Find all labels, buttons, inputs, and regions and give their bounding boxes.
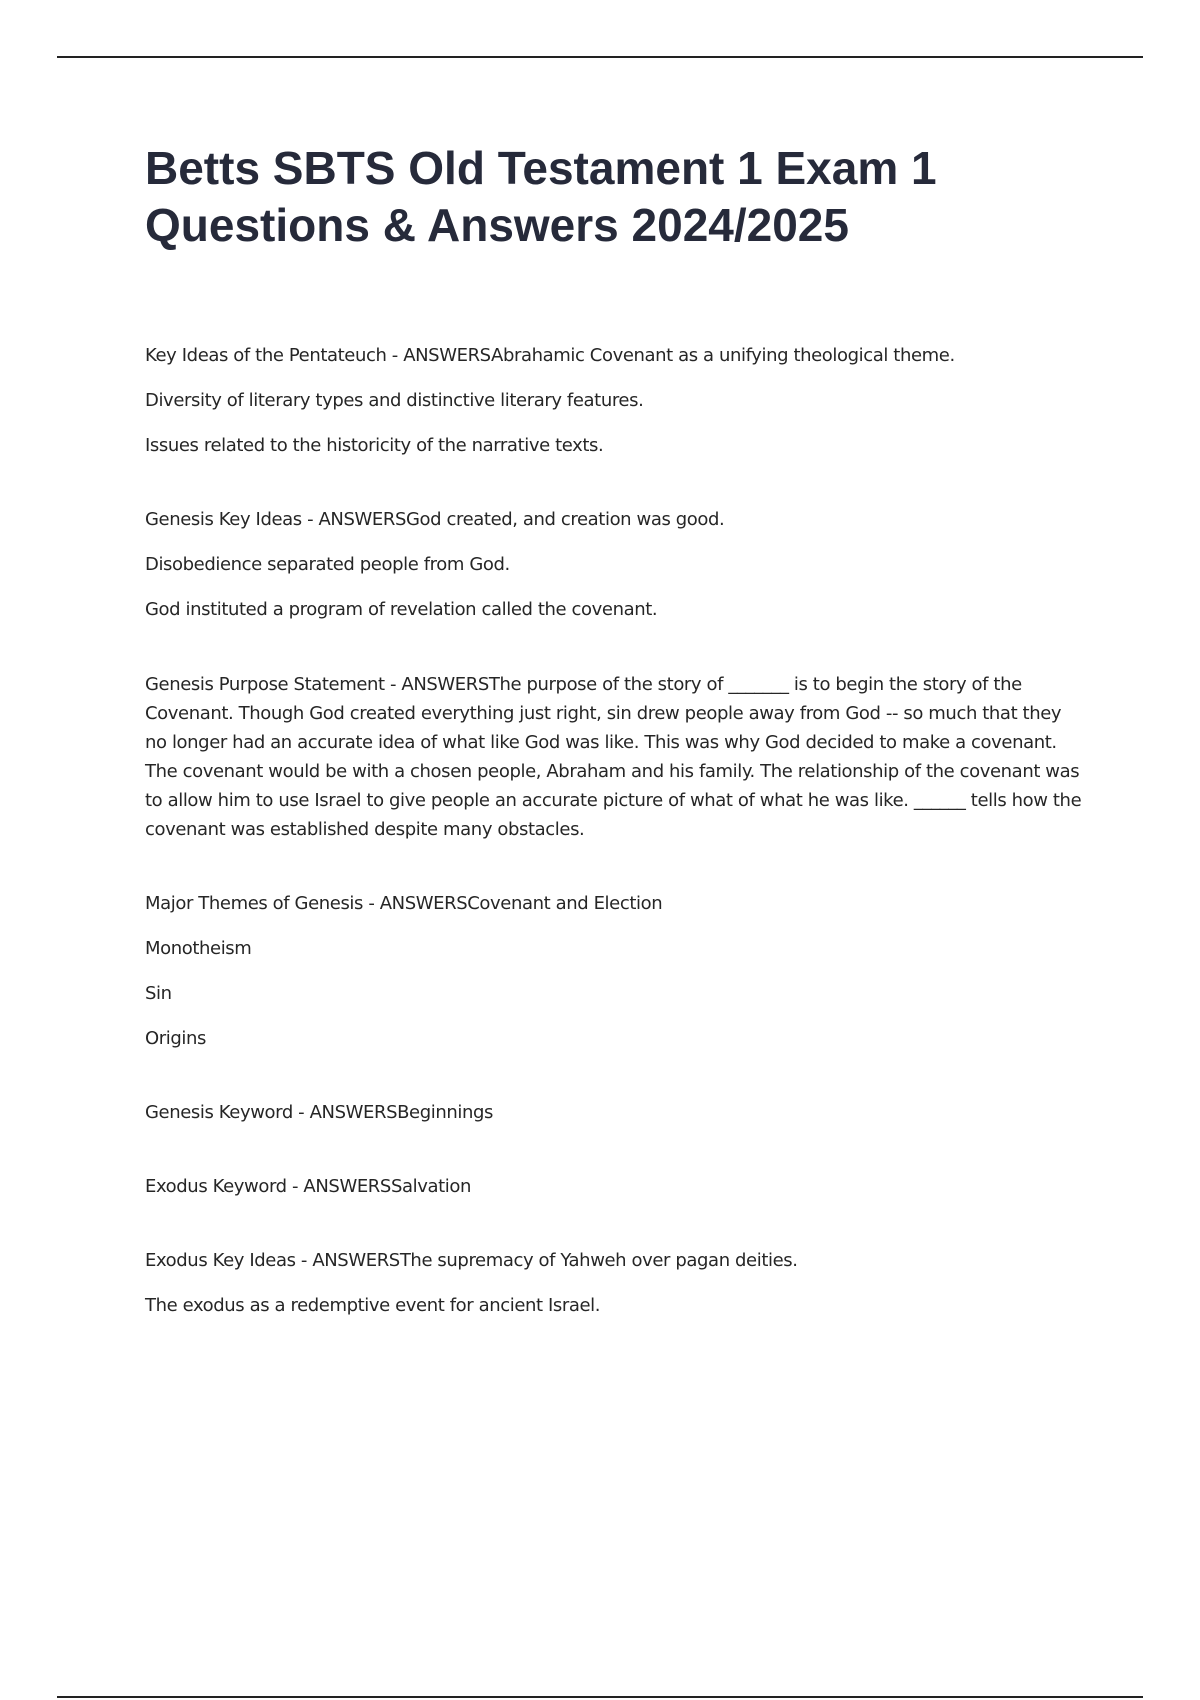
- qa-line: Disobedience separated people from God.: [145, 554, 510, 575]
- qa-item: [145, 670, 1085, 844]
- qa-line: Genesis Keyword - ANSWERSBeginnings: [145, 1102, 493, 1123]
- qa-line: Major Themes of Genesis - ANSWERSCovenant and Election: [145, 893, 663, 914]
- top-divider: [57, 56, 1143, 58]
- bottom-divider: [57, 1696, 1143, 1698]
- title-line: Betts SBTS Old Testament 1 Exam 1: [145, 142, 937, 194]
- document-title: [145, 140, 1085, 254]
- qa-paragraph: Genesis Purpose Statement - ANSWERSThe purpose of the story of _______ is to begin the story of the Covenant. Though God created everything just right, sin drew people away from God -- so much that they no longer had an accurate idea of what like God was like. This was why God decided to make a covenant. The covenant would be with a chosen people, Abraham and his family. The relationship of the covenant was to allow him to use Israel to give people an accurate picture of what of what he was like. ______ tells how the covenant was established despite many obstacles.: [145, 674, 1082, 840]
- qa-line: Monotheism: [145, 938, 252, 959]
- qa-item: [145, 1099, 1085, 1127]
- document-body: [145, 140, 1085, 1366]
- title-line: Questions & Answers 2024/2025: [145, 199, 849, 251]
- qa-line: Exodus Keyword - ANSWERSSalvation: [145, 1176, 471, 1197]
- qa-line: Origins: [145, 1028, 206, 1049]
- qa-line: Diversity of literary types and distinctive literary features.: [145, 390, 644, 411]
- qa-line: Sin: [145, 983, 172, 1004]
- qa-line: Issues related to the historicity of the narrative texts.: [145, 435, 604, 456]
- qa-line: Genesis Key Ideas - ANSWERSGod created, and creation was good.: [145, 509, 725, 530]
- qa-line: God instituted a program of revelation called the covenant.: [145, 599, 658, 620]
- qa-item: [145, 506, 1085, 624]
- qa-item: [145, 1247, 1085, 1320]
- qa-line: Key Ideas of the Pentateuch - ANSWERSAbrahamic Covenant as a unifying theological theme.: [145, 345, 955, 366]
- qa-list: [145, 342, 1085, 1320]
- qa-line: Exodus Key Ideas - ANSWERSThe supremacy of Yahweh over pagan deities.: [145, 1250, 798, 1271]
- qa-item: [145, 890, 1085, 1053]
- qa-item: [145, 1173, 1085, 1201]
- qa-item: [145, 342, 1085, 460]
- qa-line: The exodus as a redemptive event for ancient Israel.: [145, 1295, 601, 1316]
